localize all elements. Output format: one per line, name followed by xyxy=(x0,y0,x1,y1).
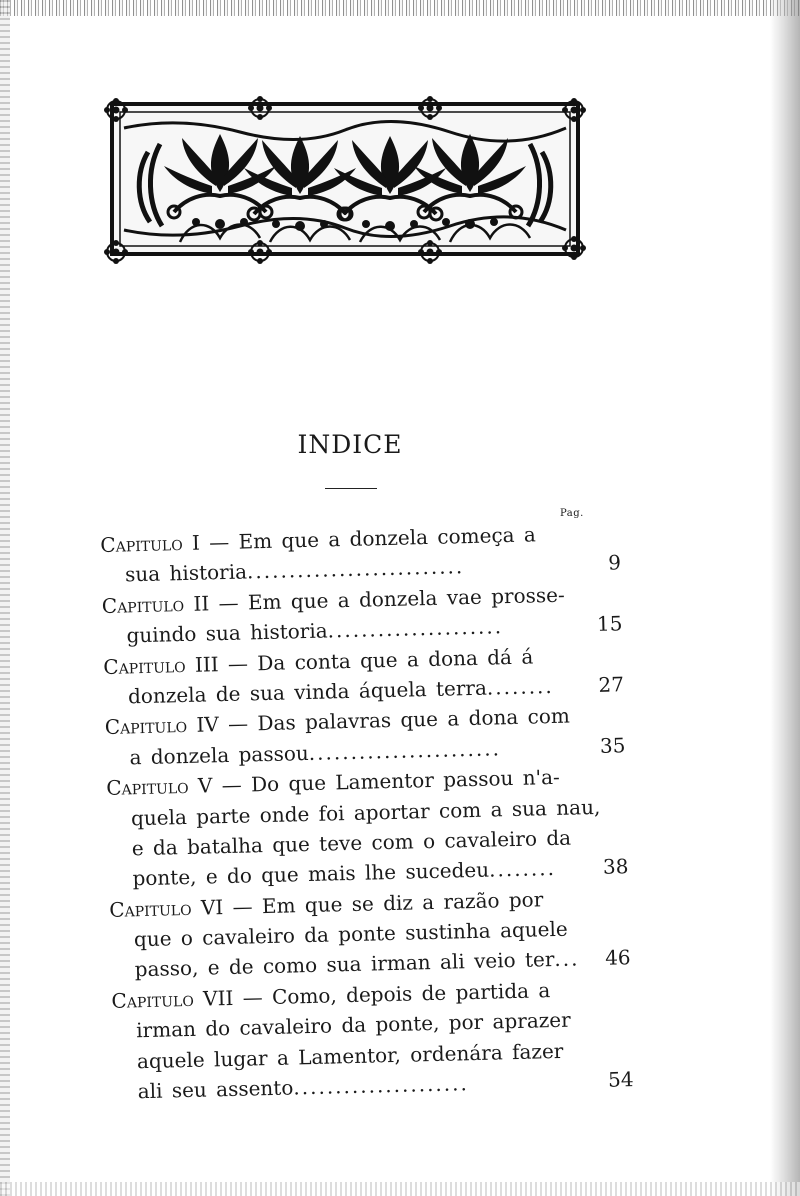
page-number: 46 xyxy=(604,945,631,971)
scan-edge-top xyxy=(0,0,800,16)
entry-last-line: passo, e de como sua irman ali veio ter xyxy=(134,947,555,982)
chapter-word: Capitulo xyxy=(111,986,195,1013)
page-number: 35 xyxy=(599,732,626,758)
dot-leader: ..................... xyxy=(293,1071,470,1100)
chapter-number: III xyxy=(194,651,219,677)
chapter-number: II xyxy=(193,591,210,616)
entry-last-line: guindo sua historia xyxy=(126,618,328,648)
scan-edge-right xyxy=(770,0,800,1196)
entry-title-line: e da batalha que teve com o cavaleiro da xyxy=(131,825,572,861)
entry-title-line: — Em que a donzela vae prosse- xyxy=(208,582,565,616)
page-number: 38 xyxy=(602,854,629,880)
dot-leader: ........ xyxy=(486,673,555,700)
toc-entry xyxy=(106,760,629,894)
entry-title-line: — Em que a donzela começa a xyxy=(199,522,537,555)
table-of-contents xyxy=(100,517,634,1107)
page-number: 9 xyxy=(607,550,622,575)
chapter-number: V xyxy=(197,773,213,798)
entry-title-line: irman do cavaleiro da ponte, por aprazer xyxy=(135,1007,571,1043)
entry-last-line: ali seu assento xyxy=(137,1075,294,1104)
title-divider xyxy=(325,488,377,489)
chapter-number: VII xyxy=(202,985,234,1011)
entry-last-line: a donzela passou xyxy=(129,740,310,770)
entry-last-line: ponte, e do que mais lhe sucedeu xyxy=(132,857,490,891)
page-title: INDICE xyxy=(297,430,403,459)
chapter-number: I xyxy=(191,530,201,555)
entry-title-line: quela parte onde foi aportar com a sua nau, xyxy=(130,794,601,830)
chapter-word: Capitulo xyxy=(104,713,188,740)
chapter-number: VI xyxy=(200,894,224,920)
toc-entry xyxy=(109,882,631,986)
ornamental-headpiece xyxy=(100,92,590,267)
page-number: 54 xyxy=(607,1067,634,1092)
page-column-label: Pag. xyxy=(560,508,584,519)
chapter-word: Capitulo xyxy=(108,895,192,922)
chapter-word: Capitulo xyxy=(103,652,186,679)
chapter-word: Capitulo xyxy=(106,774,189,801)
entry-title-line: — Em que se diz a razão por xyxy=(222,886,544,919)
entry-last-line: sua historia xyxy=(124,559,248,587)
entry-title-line: que o cavaleiro da ponte sustinha aquele xyxy=(133,916,568,952)
entry-title-line: — Como, depois de partida a xyxy=(233,977,551,1010)
chapter-number: IV xyxy=(196,712,220,738)
chapter-word: Capitulo xyxy=(100,530,183,557)
scan-edge-left xyxy=(0,0,10,1196)
scan-edge-bottom xyxy=(0,1182,800,1196)
page-number: 27 xyxy=(598,672,625,697)
dot-leader: ... xyxy=(554,946,580,972)
entry-title-line: — Do que Lamentor passou n'a- xyxy=(212,764,561,798)
dot-leader: ....................... xyxy=(308,736,502,765)
dot-leader: ..................... xyxy=(327,614,504,643)
entry-title-line: — Da conta que a dona dá á xyxy=(218,644,534,676)
dot-leader: ........ xyxy=(488,856,557,882)
chapter-word: Capitulo xyxy=(101,591,185,618)
toc-entry xyxy=(111,973,634,1107)
page-number: 15 xyxy=(596,611,623,637)
entry-title-line: — Das palavras que a dona com xyxy=(218,703,571,737)
entry-last-line: donzela de sua vinda áquela terra xyxy=(127,675,488,709)
dot-leader: .......................... xyxy=(246,554,465,584)
entry-title-line: aquele lugar a Lamentor, ordenára fazer xyxy=(136,1038,564,1073)
